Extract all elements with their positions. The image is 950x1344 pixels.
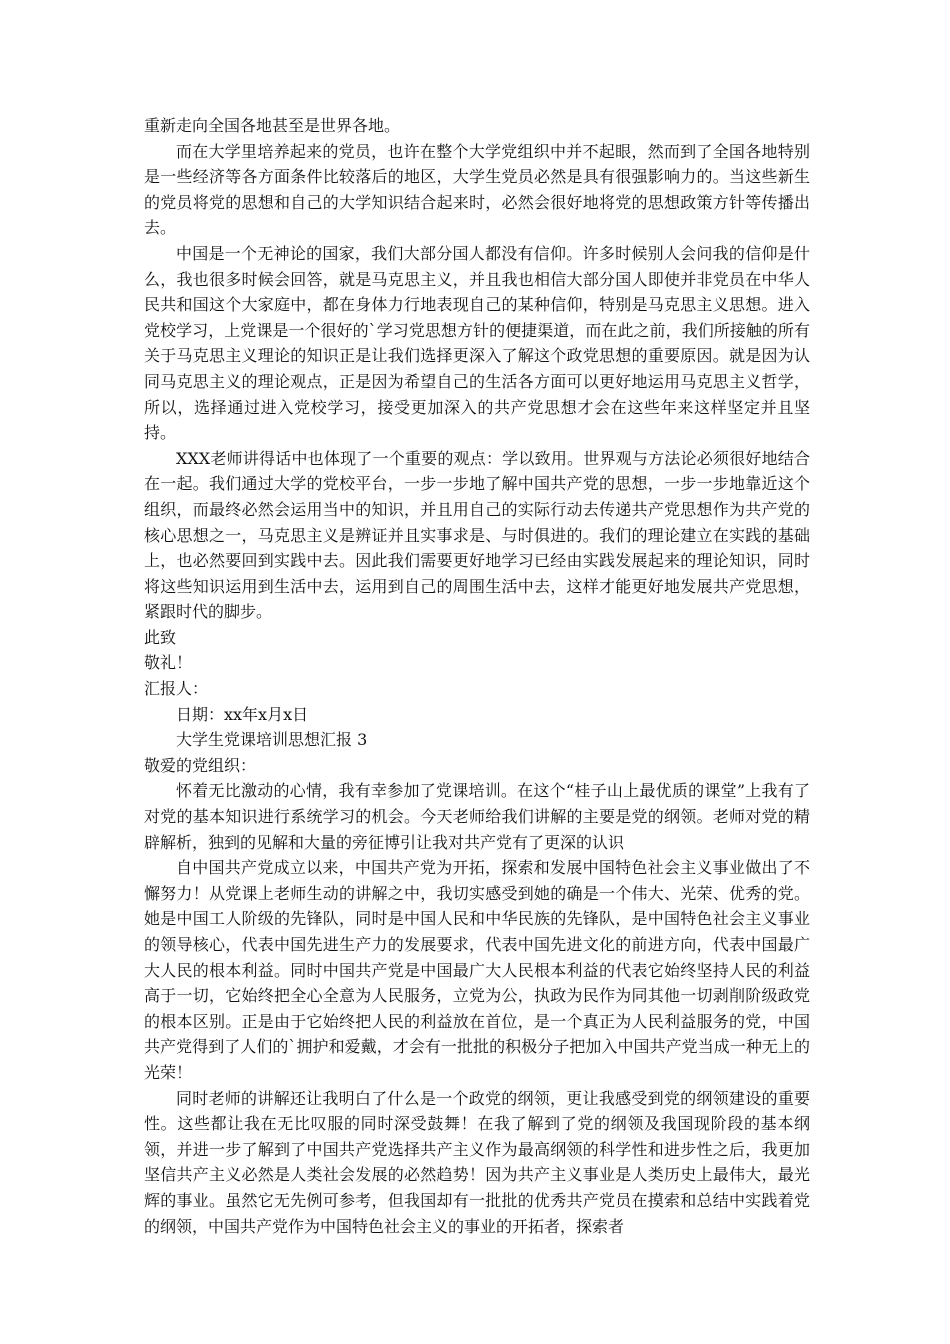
document-body [144,113,810,1239]
date-line: 日期：xx年x月x日 [176,704,309,724]
closing-regards: 敬礼！ [144,653,193,673]
paragraph-college-members: 而在大学里培养起来的党员，也许在整个大学党组织中并不起眼，然而到了全国各地特别是一些经济等各方面条件比较落后的地区，大学生党员必然是具有很强影响力的。当这些新生的党员将党的思想和自己的大学知识结合起来时，必然会很好地将党的思想政策方针等传播出去。 [144,141,810,238]
paragraph-party-history: 自中国共产党成立以来，中国共产党为开拓，探索和发展中国特色社会主义事业做出了不懈努力！从党课上老师生动的讲解之中，我切实感受到她的确是一个伟大、光荣、优秀的党。她是中国工人阶级的先锋队，同时是中国人民和中华民族的先锋队，是中国特色社会主义事业的领导核心，代表中国先进生产力的发展要求，代表中国先进文化的前进方向，代表中国最广大人民的根本利益。同时中国共产党是中国最广大人民根本利益的代表它始终坚持人民的利益高于一切，它始终把全心全意为人民服务，立党为公，执政为民作为同其他一切剥削阶级政党的根本区别。正是由于它始终把人民的利益放在首位，是一个真正为人民利益服务的党，中国共产党得到了人们的`拥护和爱戴，才会有一批批的积极分子把加入中国共产党当成一种无上的光荣！ [144,858,810,1082]
reporter-label: 汇报人： [144,679,209,699]
paragraph-program: 同时老师的讲解还让我明白了什么是一个政党的纲领，更让我感受到党的纲领建设的重要性。这些都让我在无比叹服的同时深受鼓舞！在我了解到了党的纲领及我国现阶段的基本纲领，并进一步了解到了中国共产党选择共产主义作为最高纲领的科学性和进步性之后，我更加坚信共产主义必然是人类社会发展的必然趋势！因为共产主义事业是人类历史上最伟大，最光辉的事业。虽然它无先例可参考，但我国却有一批批的优秀共产党员在摸索和总结中实践着党的纲领，中国共产党作为中国特色社会主义的事业的开拓者，探索者 [144,1088,810,1236]
greeting: 敬爱的党组织： [144,755,257,775]
closing-salutation: 此致 [144,627,177,647]
paragraph-belief: 中国是一个无神论的国家，我们大部分国人都没有信仰。许多时候别人会问我的信仰是什么，我也很多时候会回答，就是马克思主义，并且我也相信大部分国人即使并非党员在中华人民共和国这个大家庭中，都在身体力行地表现自己的某种信仰，特别是马克思主义思想。进入党校学习，上党课是一个很好的`学习党思想方针的便捷渠道，而在此之前，我们所接触的所有关于马克思主义理论的知识正是让我们选择更深入了解这个政党思想的重要原因。就是因为认同马克思主义的理论观点，正是因为希望自己的生活各方面可以更好地运用马克思主义哲学，所以，选择通过进入党校学习，接受更加深入的共产党思想才会在这些年来这样坚定并且坚持。 [144,243,810,443]
paragraph-intro: 怀着无比激动的心情，我有幸参加了党课培训。在这个“桂子山上最优质的课堂”上我有了对党的基本知识进行系统学习的机会。今天老师给我们讲解的主要是党的纲领。老师对党的精辟解析，独到的见解和大量的旁征博引让我对共产党有了更深的认识 [144,781,810,852]
section-title: 大学生党课培训思想汇报 3 [176,730,368,750]
paragraph-teacher-viewpoint: XXX老师讲得话中也体现了一个重要的观点：学以致用。世界观与方法论必须很好地结合在一起。我们通过大学的党校平台，一步一步地了解中国共产党的思想，一步一步地靠近这个组织，而最终必然会运用当中的知识，并且用自己的实际行动去传递共产党思想作为共产党的核心思想之一，马克思主义是辨证并且实事求是、与时俱进的。我们的理论建立在实践的基础上，也必然要回到实践中去。因此我们需要更好地学习已经由实践发展起来的理论知识，同时将这些知识运用到生活中去，运用到自己的周围生活中去，这样才能更好地发展共产党思想，紧跟时代的脚步。 [144,448,810,622]
paragraph-continuation: 重新走向全国各地甚至是世界各地。 [144,116,401,135]
